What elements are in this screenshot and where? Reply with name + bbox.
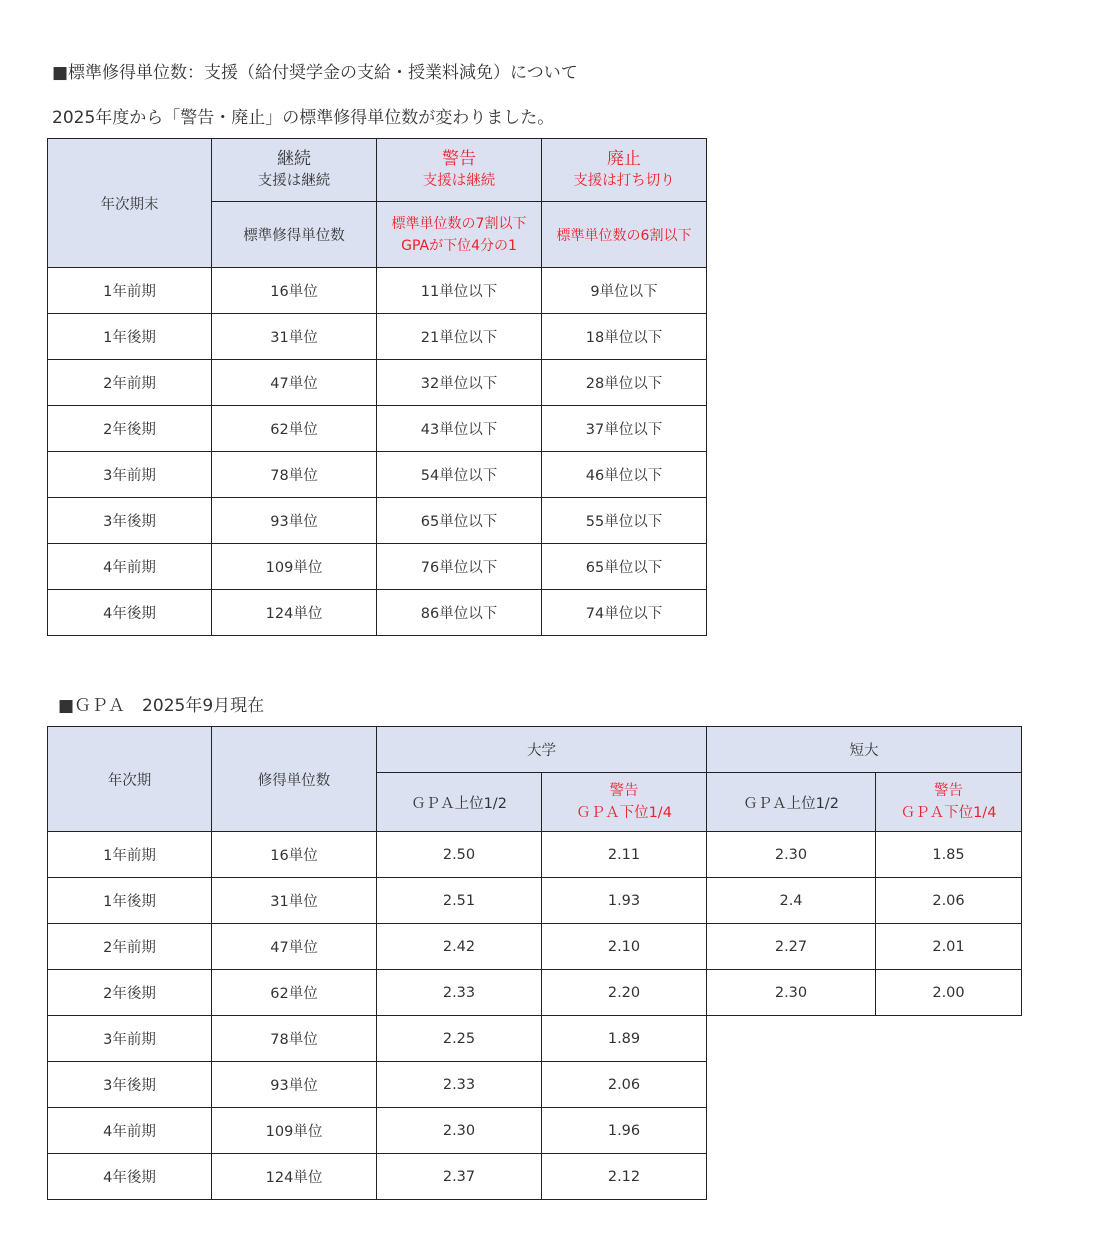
cell-abolish: 65単位以下	[542, 544, 707, 590]
gpa-header-credits: 修得単位数	[212, 727, 377, 832]
cell-period: 1年後期	[48, 878, 212, 924]
cell-standard: 78単位	[212, 452, 377, 498]
table-row	[48, 1108, 1022, 1154]
cell-standard: 93単位	[212, 498, 377, 544]
cell-credits: 62単位	[212, 970, 377, 1016]
cell-junior-lower: 2.00	[876, 970, 1022, 1016]
cell-credits: 124単位	[212, 1154, 377, 1200]
subheader-abolish: 標準単位数の6割以下	[542, 202, 707, 268]
header-continue	[212, 139, 377, 202]
gpa-header-junior: 短大	[707, 727, 1022, 773]
cell-univ-upper: 2.25	[377, 1016, 542, 1062]
cell-credits: 31単位	[212, 878, 377, 924]
cell-junior-upper: 2.27	[707, 924, 876, 970]
header-abolish-sub: 支援は打ち切り	[573, 173, 675, 189]
header-continue-title: 継続	[277, 149, 311, 169]
cell-standard: 31単位	[212, 314, 377, 360]
empty-cell	[707, 1062, 1022, 1108]
cell-period: 3年後期	[48, 1062, 212, 1108]
subheader-continue: 標準修得単位数	[212, 202, 377, 268]
section2-heading: ■ＧＰＡ 2025年9月現在	[58, 696, 265, 716]
cell-abolish: 9単位以下	[542, 268, 707, 314]
cell-abolish: 55単位以下	[542, 498, 707, 544]
cell-abolish: 28単位以下	[542, 360, 707, 406]
cell-warning: 65単位以下	[377, 498, 542, 544]
cell-period: 1年前期	[48, 268, 212, 314]
cell-standard: 124単位	[212, 590, 377, 636]
table-row	[48, 1016, 1022, 1062]
cell-period: 3年前期	[48, 1016, 212, 1062]
cell-abolish: 46単位以下	[542, 452, 707, 498]
gpa-table	[47, 726, 1022, 1200]
cell-standard: 47単位	[212, 360, 377, 406]
cell-warning: 86単位以下	[377, 590, 542, 636]
cell-univ-upper: 2.33	[377, 970, 542, 1016]
cell-junior-lower: 1.85	[876, 832, 1022, 878]
header-continue-sub: 支援は継続	[257, 173, 331, 189]
cell-credits: 78単位	[212, 1016, 377, 1062]
cell-univ-lower: 2.20	[542, 970, 707, 1016]
cell-period: 4年前期	[48, 544, 212, 590]
empty-cell	[707, 1016, 1022, 1062]
gpa-univ-upper: ＧＰＡ上位1/2	[377, 773, 542, 832]
cell-warning: 21単位以下	[377, 314, 542, 360]
cell-period: 1年前期	[48, 832, 212, 878]
subheader-warning	[377, 202, 542, 268]
table-row	[48, 498, 707, 544]
cell-univ-lower: 1.96	[542, 1108, 707, 1154]
table-row	[48, 878, 1022, 924]
table-row	[48, 544, 707, 590]
gpa-univ-lower	[542, 773, 707, 832]
cell-univ-upper: 2.30	[377, 1108, 542, 1154]
table-row	[48, 1154, 1022, 1200]
cell-univ-lower: 2.06	[542, 1062, 707, 1108]
cell-period: 2年後期	[48, 970, 212, 1016]
cell-credits: 109単位	[212, 1108, 377, 1154]
header-abolish-title: 廃止	[607, 149, 641, 169]
cell-period: 2年前期	[48, 360, 212, 406]
cell-junior-lower: 2.06	[876, 878, 1022, 924]
empty-cell	[707, 1108, 1022, 1154]
cell-univ-upper: 2.51	[377, 878, 542, 924]
gpa-junior-warn: 警告	[934, 783, 963, 799]
cell-standard: 109単位	[212, 544, 377, 590]
gpa-junior-upper: ＧＰＡ上位1/2	[707, 773, 876, 832]
gpa-header-period: 年次期	[48, 727, 212, 832]
gpa-header-univ: 大学	[377, 727, 707, 773]
cell-univ-lower: 1.93	[542, 878, 707, 924]
cell-univ-upper: 2.42	[377, 924, 542, 970]
cell-univ-upper: 2.50	[377, 832, 542, 878]
cell-period: 4年前期	[48, 1108, 212, 1154]
cell-warning: 43単位以下	[377, 406, 542, 452]
cell-warning: 76単位以下	[377, 544, 542, 590]
table-row	[48, 360, 707, 406]
cell-period: 4年後期	[48, 1154, 212, 1200]
cell-univ-upper: 2.33	[377, 1062, 542, 1108]
table-row	[48, 268, 707, 314]
subheader-warning-line1: 標準単位数の7割以下	[391, 215, 527, 232]
cell-standard: 16単位	[212, 268, 377, 314]
cell-univ-lower: 1.89	[542, 1016, 707, 1062]
cell-credits: 47単位	[212, 924, 377, 970]
cell-abolish: 74単位以下	[542, 590, 707, 636]
cell-period: 3年前期	[48, 452, 212, 498]
header-warning-sub: 支援は継続	[422, 173, 496, 189]
header-warning	[377, 139, 542, 202]
cell-period: 4年後期	[48, 590, 212, 636]
cell-period: 2年後期	[48, 406, 212, 452]
cell-period: 1年後期	[48, 314, 212, 360]
gpa-univ-warn: 警告	[609, 783, 639, 799]
header-period: 年次期末	[48, 139, 212, 268]
table-row	[48, 970, 1022, 1016]
cell-junior-upper: 2.4	[707, 878, 876, 924]
cell-period: 2年前期	[48, 924, 212, 970]
gpa-junior-lower-label: ＧＰＡ下位1/4	[900, 805, 997, 821]
section1-note: 2025年度から「警告・廃止」の標準修得単位数が変わりました。	[52, 108, 555, 128]
cell-warning: 11単位以下	[377, 268, 542, 314]
cell-warning: 32単位以下	[377, 360, 542, 406]
header-abolish	[542, 139, 707, 202]
table-row	[48, 314, 707, 360]
cell-junior-upper: 2.30	[707, 832, 876, 878]
cell-univ-lower: 2.11	[542, 832, 707, 878]
cell-univ-upper: 2.37	[377, 1154, 542, 1200]
cell-credits: 16単位	[212, 832, 377, 878]
table-row	[48, 832, 1022, 878]
table-row	[48, 406, 707, 452]
cell-credits: 93単位	[212, 1062, 377, 1108]
table-row	[48, 1062, 1022, 1108]
table-row	[48, 924, 1022, 970]
cell-abolish: 37単位以下	[542, 406, 707, 452]
cell-period: 3年後期	[48, 498, 212, 544]
header-warning-title: 警告	[442, 149, 476, 169]
cell-univ-lower: 2.12	[542, 1154, 707, 1200]
cell-warning: 54単位以下	[377, 452, 542, 498]
cell-univ-lower: 2.10	[542, 924, 707, 970]
gpa-junior-lower	[876, 773, 1022, 832]
empty-cell	[707, 1154, 1022, 1200]
cell-junior-lower: 2.01	[876, 924, 1022, 970]
table-row	[48, 452, 707, 498]
gpa-univ-lower-label: ＧＰＡ下位1/4	[576, 805, 672, 821]
credit-standard-table	[47, 138, 707, 636]
cell-junior-upper: 2.30	[707, 970, 876, 1016]
cell-standard: 62単位	[212, 406, 377, 452]
table-row	[48, 590, 707, 636]
subheader-warning-line2: GPAが下位4分の1	[401, 237, 517, 254]
cell-abolish: 18単位以下	[542, 314, 707, 360]
section1-heading: ■標準修得単位数：支援（給付奨学金の支給・授業料減免）について	[52, 63, 578, 83]
